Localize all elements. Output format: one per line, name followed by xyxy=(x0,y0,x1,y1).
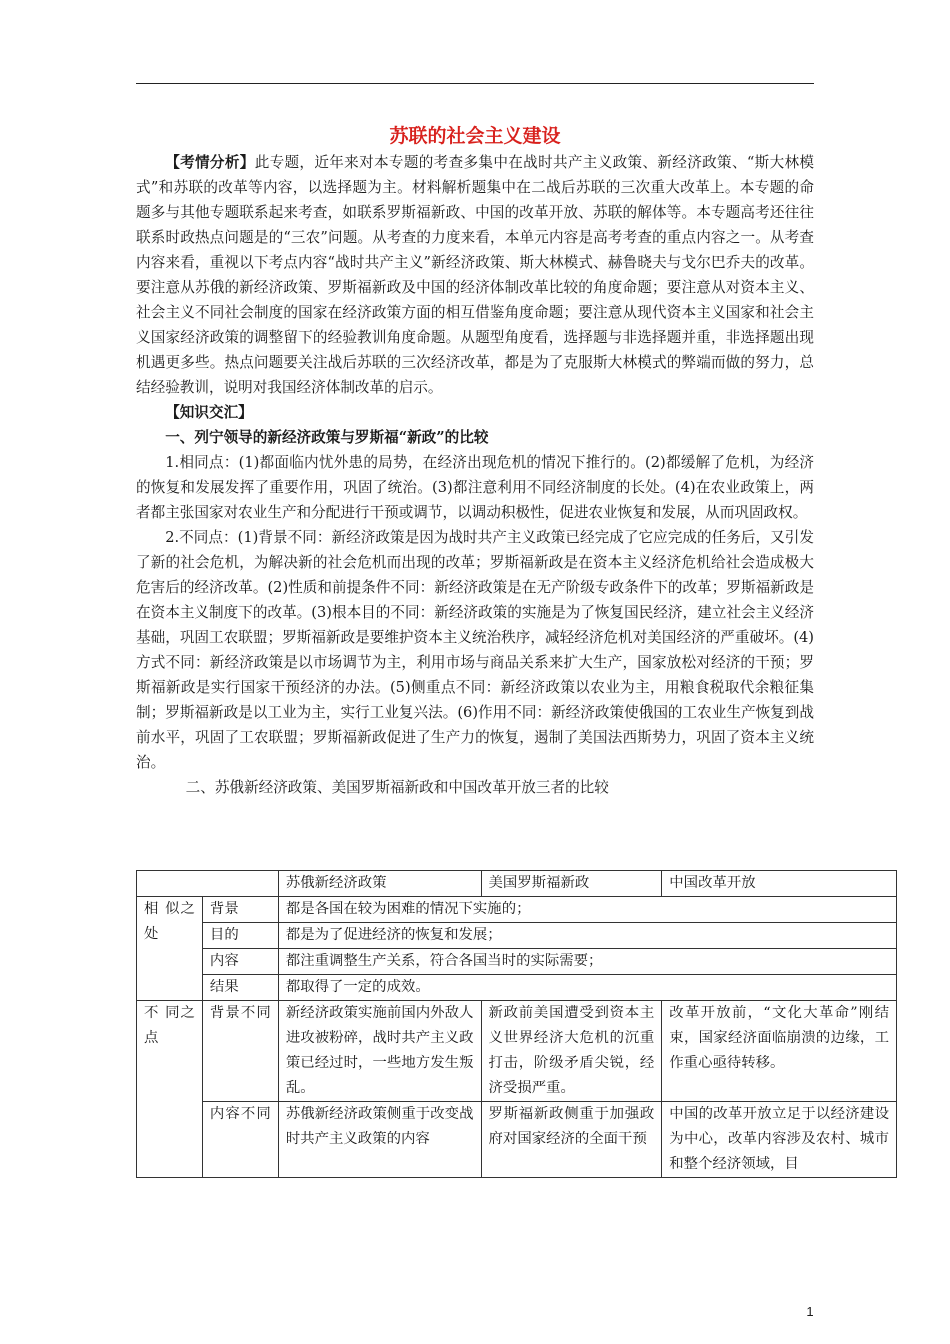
similar-text-cell: 都取得了一定的成效。 xyxy=(278,975,896,1001)
column-header-us: 美国罗斯福新政 xyxy=(481,871,662,897)
section2-heading: 二、苏俄新经济政策、美国罗斯福新政和中国改革开放三者的比较 xyxy=(185,779,609,796)
intro-text: 此专题，近年来对本专题的考查多集中在战时共产主义政策、新经济政策、“斯大林模式”和苏联的改革等内容，以选择题为主。材料解析题集中在二战后苏联的三次重大改革上。本专题的命题多与其他专题联系起来考查，如联系罗斯福新政、中国的改革开放、苏联的解体等。本专题高考还往往联系时政热点问题是的“三农”问题。从考查的力度来看，本单元内容是高考考查的重点内容之一。从考查内容来看，重视以下考点内容“战时共产主义”新经济政策、斯大林模式、赫鲁晓夫与戈尔巴乔夫的改革。要注意从苏俄的新经济政策、罗斯福新政及中国的经济体制改革比较的角度命题；要注意从对资本主义、社会主义不同社会制度的国家在经济政策方面的相互借鉴角度命题；要注意从现代资本主义国家和社会主义国家经济政策的调整留下的经验教训角度命题。从题型角度看，选择题与非选择题并重，非选择题出现机遇更多些。热点问题要关注战后苏联的三次经济改革，都是为了克服斯大林模式的弊端而做的努力，总结经验教训，说明对我国经济体制改革的启示。 xyxy=(136,154,814,396)
column-header-china: 中国改革开放 xyxy=(662,871,897,897)
knowledge-heading: 【知识交汇】 xyxy=(165,404,253,421)
section1-similarities: 1.相同点：(1)都面临内忧外患的局势，在经济出现危机的情况下推行的。(2)都缓解了危机，为经济的恢复和发展发挥了重要作用，巩固了统治。(3)都注意利用不同经济制度的长处。(4)在农业政策上，两者都主张国家对农业生产和分配进行干预或调节，以调动积极性，促进农业恢复和发展，从而巩固政权。 xyxy=(136,454,814,521)
table-row xyxy=(137,897,897,923)
section1-heading: 一、列宁领导的新经济政策与罗斯福“新政”的比较 xyxy=(165,429,489,446)
aspect-cell: 内容不同 xyxy=(202,1102,278,1178)
table-row xyxy=(137,923,897,949)
similar-text-cell: 都是各国在较为困难的情况下实施的； xyxy=(278,897,896,923)
us-cell: 新政前美国遭受到资本主义世界经济大危机的沉重打击，阶级矛盾尖锐，经济受损严重。 xyxy=(481,1001,662,1102)
china-cell: 改革开放前，“文化大革命”刚结束，国家经济面临崩溃的边缘，工作重心亟待转移。 xyxy=(662,1001,897,1102)
similar-text-cell: 都是为了促进经济的恢复和发展； xyxy=(278,923,896,949)
diff-group-label: 不 同之点 xyxy=(137,1001,203,1178)
aspect-cell: 背景不同 xyxy=(202,1001,278,1102)
us-cell: 罗斯福新政侧重于加强政府对国家经济的全面干预 xyxy=(481,1102,662,1178)
section1-differences: 2.不同点：(1)背景不同：新经济政策是因为战时共产主义政策已经完成了它应完成的任务后，又引发了新的社会危机，为解决新的社会危机而出现的改革；罗斯福新政是在资本主义经济危机给社会造成极大危害后的经济改革。(2)性质和前提条件不同：新经济政策是在无产阶级专政条件下的改革；罗斯福新政是在资本主义制度下的改革。(3)根本目的不同：新经济政策的实施是为了恢复国民经济，建立社会主义经济基础，巩固工农联盟；罗斯福新政是要维护资本主义统治秩序，减轻经济危机对美国经济的严重破坏。(4)方式不同：新经济政策是以市场调节为主，利用市场与商品关系来扩大生产，国家放松对经济的干预；罗斯福新政是实行国家干预经济的办法。(5)侧重点不同：新经济政策以农业为主，用粮食税取代余粮征集制；罗斯福新政是以工业为主，实行工业复兴法。(6)作用不同：新经济政策使俄国的工农业生产恢复到战前水平，巩固了工农联盟；罗斯福新政促进了生产力的恢复，遏制了美国法西斯势力，巩固了资本主义统治。 xyxy=(136,529,814,771)
comparison-table xyxy=(136,870,897,1178)
similar-group-label: 相 似之处 xyxy=(137,897,203,1001)
aspect-cell: 目的 xyxy=(202,923,278,949)
table-row xyxy=(137,1102,897,1178)
table-row xyxy=(137,975,897,1001)
aspect-cell: 结果 xyxy=(202,975,278,1001)
soviet-cell: 苏俄新经济政策侧重于改变战时共产主义政策的内容 xyxy=(278,1102,481,1178)
intro-paragraph xyxy=(136,150,814,400)
column-header-soviet: 苏俄新经济政策 xyxy=(278,871,481,897)
page-title: 苏联的社会主义建设 xyxy=(389,125,561,147)
aspect-cell: 内容 xyxy=(202,949,278,975)
page-number: 1 xyxy=(806,1304,814,1319)
table-corner-cell xyxy=(137,871,279,897)
soviet-cell: 新经济政策实施前国内外敌人进攻被粉碎，战时共产主义政策已经过时，一些地方发生叛乱。 xyxy=(278,1001,481,1102)
aspect-cell: 背景 xyxy=(202,897,278,923)
table-header-row xyxy=(137,871,897,897)
table-row xyxy=(137,1001,897,1102)
intro-label: 【考情分析】 xyxy=(165,154,255,171)
similar-text-cell: 都注重调整生产关系，符合各国当时的实际需要； xyxy=(278,949,896,975)
header-rule xyxy=(136,83,814,84)
table-row xyxy=(137,949,897,975)
document-body xyxy=(136,150,814,800)
china-cell: 中国的改革开放立足于以经济建设为中心，改革内容涉及农村、城市和整个经济领域，目 xyxy=(662,1102,897,1178)
